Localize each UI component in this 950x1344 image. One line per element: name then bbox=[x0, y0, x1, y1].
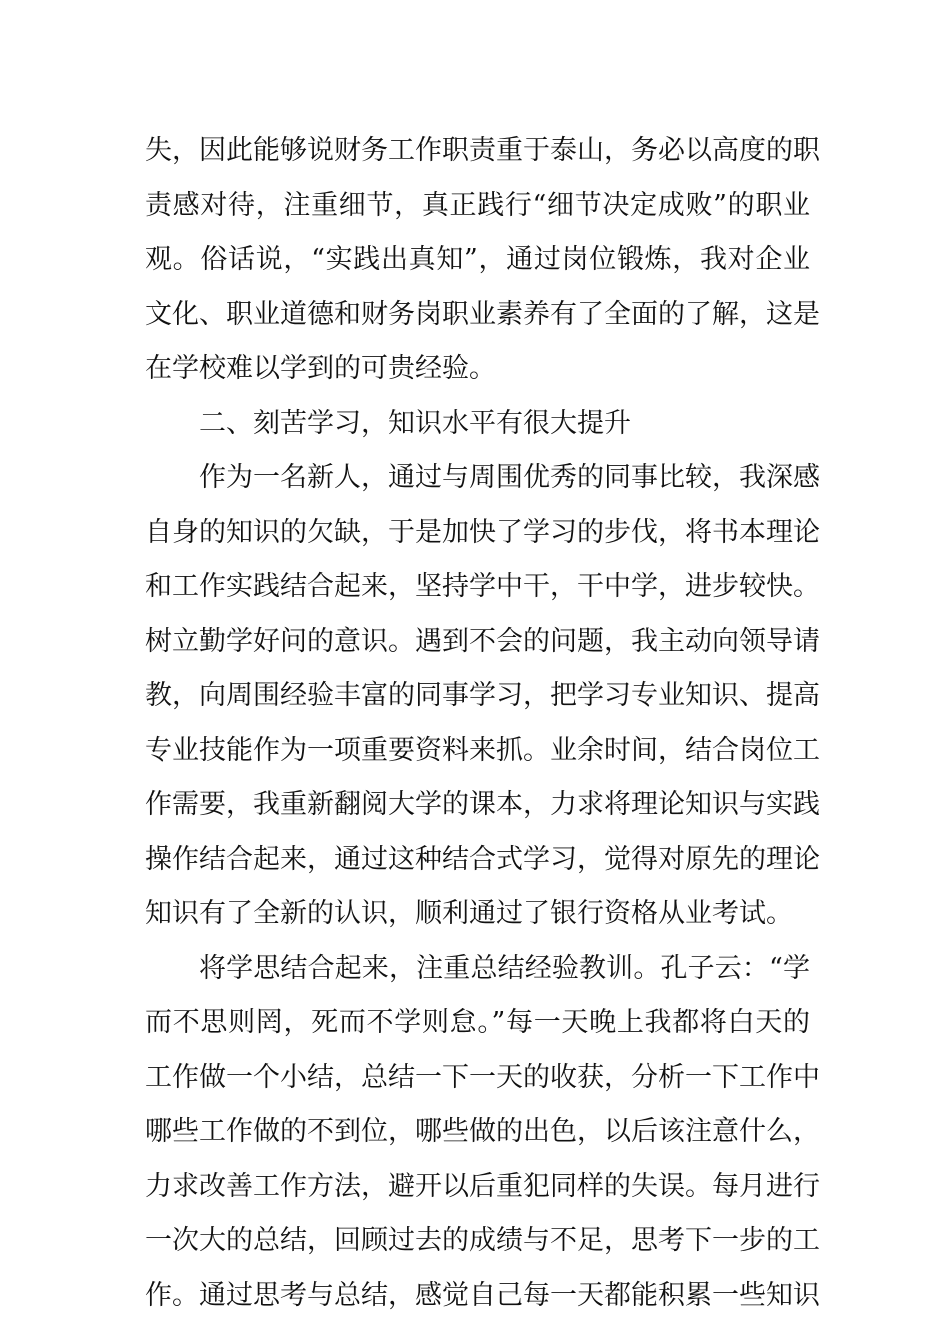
text-line-22: 作。通过思考与总结，感觉自己每一天都能积累一些知识 bbox=[145, 1279, 820, 1311]
text-line-9: 和工作实践结合起来，坚持学中干，干中学，进步较快。 bbox=[145, 571, 820, 602]
text-line-12: 专业技能作为一项重要资料来抓。业余时间，结合岗位工 bbox=[145, 734, 820, 766]
text-line-15: 知识有了全新的认识，顺利通过了银行资格从业考试。 bbox=[145, 898, 793, 929]
section-heading: 二、刻苦学习，知识水平有很大提升 bbox=[199, 407, 631, 439]
text-line-8: 自身的知识的欠缺，于是加快了学习的步伐，将书本理论 bbox=[145, 516, 820, 548]
text-line-3: 观。俗话说，“实践出真知”，通过岗位锻炼，我对企业 bbox=[145, 244, 810, 275]
text-line-10: 树立勤学好问的意识。遇到不会的问题，我主动向领导请 bbox=[145, 625, 820, 657]
text-line-17: 而不思则罔，死而不学则怠。”每一天晚上我都将白天的 bbox=[145, 1007, 810, 1038]
text-line-5: 在学校难以学到的可贵经验。 bbox=[145, 353, 496, 384]
text-line-19: 哪些工作做的不到位，哪些做的出色，以后该注意什么， bbox=[145, 1116, 820, 1147]
text-line-11: 教，向周围经验丰富的同事学习，把学习专业知识、提高 bbox=[145, 680, 820, 711]
text-line-16: 将学思结合起来，注重总结经验教训。孔子云：“学 bbox=[199, 952, 810, 984]
text-line-21: 一次大的总结，回顾过去的成绩与不足，思考下一步的工 bbox=[145, 1225, 820, 1256]
document-body bbox=[145, 124, 820, 1323]
text-line-1: 失，因此能够说财务工作职责重于泰山，务必以高度的职 bbox=[145, 135, 820, 166]
text-line-20: 力求改善工作方法，避开以后重犯同样的失误。每月进行 bbox=[145, 1170, 820, 1202]
text-line-18: 工作做一个小结，总结一下一天的收获，分析一下工作中 bbox=[145, 1061, 820, 1093]
text-line-7: 作为一名新人，通过与周围优秀的同事比较，我深感 bbox=[199, 462, 820, 493]
text-line-14: 操作结合起来，通过这种结合式学习，觉得对原先的理论 bbox=[145, 843, 820, 875]
text-line-13: 作需要，我重新翻阅大学的课本，力求将理论知识与实践 bbox=[145, 789, 820, 820]
text-line-4: 文化、职业道德和财务岗职业素养有了全面的了解，这是 bbox=[145, 298, 820, 330]
text-line-2: 责感对待，注重细节，真正践行“细节决定成败”的职业 bbox=[145, 189, 810, 221]
